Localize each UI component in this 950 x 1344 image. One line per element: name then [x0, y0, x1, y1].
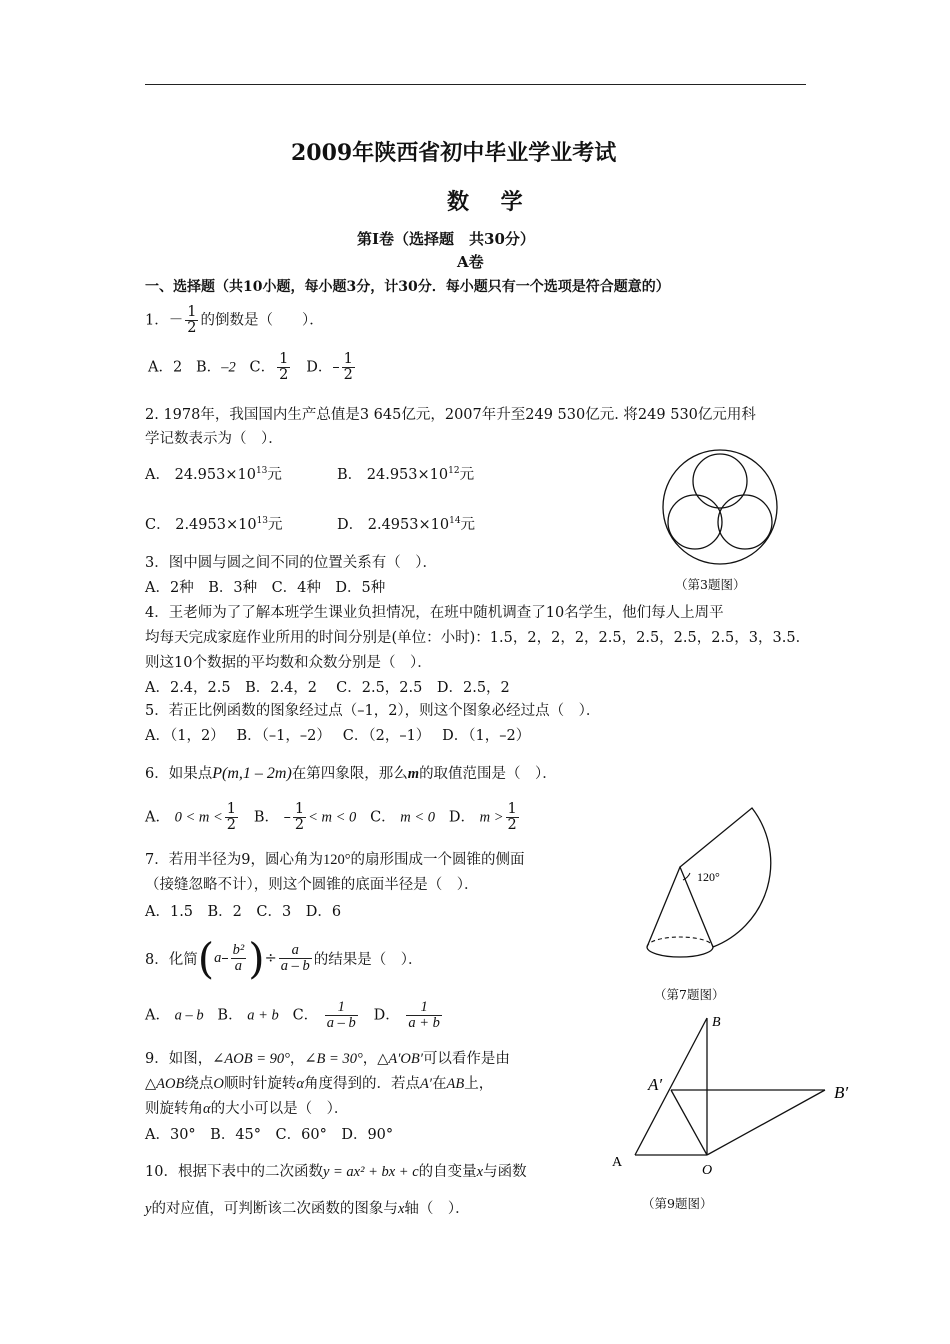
question-10-line1: 10．根据下表中的二次函数y = ax² + bx + c的自变量x与函数 — [145, 1164, 527, 1180]
figure-9-label-o: O — [702, 1163, 713, 1178]
question-3: 3．图中圆与圆之间不同的位置关系有（ ）． — [145, 555, 437, 571]
question-1: 1．－ $\frac{1}{2}$ 的倒数是（ ）． — [145, 304, 324, 337]
question-9-options: A．30° B．45° C．60° D．90° — [145, 1127, 394, 1143]
question-4-line3: 则这10个数据的平均数和众数分别是（ ）． — [145, 655, 432, 671]
question-2-option-b: B． $24.953\times 10^{12}$元 — [337, 466, 475, 483]
question-9-line2: △AOB绕点O顺时针旋转α角度得到的．若点A′在AB上， — [145, 1076, 494, 1092]
question-7-options: A．1.5 B．2 C．3 D．6 — [145, 904, 342, 920]
figure-7-cone-sector — [640, 805, 790, 975]
figure-3-circles — [650, 445, 790, 570]
figure-9-caption: （第9题图） — [642, 1196, 713, 1211]
question-9-line1: 9．如图，∠AOB = 90°，∠B = 30°，△A′OB′可以看作是由 — [145, 1051, 510, 1067]
question-2-option-d: D． $2.4953\times 10^{14}$元 — [337, 516, 476, 533]
question-5: 5．若正比例函数的图象经过点（–1，2），则这个图象必经过点（ ）． — [145, 703, 601, 719]
figure-7-angle-label: 120° — [697, 870, 720, 884]
header-rule — [145, 84, 806, 85]
figure-7-caption: （第7题图） — [654, 987, 725, 1002]
question-6: 6．如果点P(m,1 – 2m)在第四象限，那么m的取值范围是（ ）． — [145, 765, 557, 782]
question-3-options: A．2种 B．3种 C．4种 D．5种 — [145, 580, 386, 596]
figure-3-caption: （第3题图） — [675, 577, 746, 592]
question-9-line3: 则旋转角α的大小可以是（ ）． — [145, 1101, 349, 1117]
question-1-options: A．2 B．–2 C． $\frac{1}{2}$ D．– $\frac{1}{2}$ — [148, 351, 353, 384]
question-2-option-a: A． $24.953\times 10^{13}$元 — [145, 466, 282, 483]
question-2-option-c: C． $2.4953\times 10^{13}$元 — [145, 516, 283, 533]
question-8-options: A． a – b B． a + b C． $\frac{1}{a - b}$ D． $\frac{1}{a + b}$ — [145, 999, 440, 1032]
section-heading: 一、选择题（共10小题，每小题3分，计30分．每小题只有一个选项是符合题意的） — [145, 279, 670, 295]
subject-title: 数 学 — [447, 189, 535, 215]
question-4-line2: 均每天完成家庭作业所用的时间分别是(单位：小时)：1.5，2，2，2，2.5，2.5，2.5，2.5，3，3.5． — [145, 630, 811, 646]
question-2-line1: 2. 1978年，我国国内生产总值是3 645亿元，2007年升至249 530亿元. 将249 530亿元用科 — [145, 407, 756, 423]
figure-9-label-b1: B′ — [834, 1083, 849, 1102]
figure-9-rotation — [600, 1010, 860, 1185]
question-5-options: A．（1，2） B．（–1，–2） C．（2，–1） D．（1，–2） — [145, 728, 531, 744]
question-10-line2: y的对应值，可判断该二次函数的图象与x轴（ ）． — [145, 1201, 470, 1217]
paper-a-title: A卷 — [457, 253, 484, 271]
question-6-options: A． 0 < m < $\frac{1}{2}$ B． – $\frac{1}{2}$ < m < 0 C． m < 0 D． m > $\frac{1}{2}$ — [145, 801, 517, 834]
question-7-line1: 7．若用半径为9，圆心角为120°的扇形围成一个圆锥的侧面 — [145, 852, 525, 868]
volume-title: 第Ⅰ卷（选择题 共30分） — [357, 230, 535, 248]
exam-title: 2009年陕西省初中毕业学业考试 — [291, 140, 617, 166]
question-4-options: A．2.4，2.5 B．2.4，2 C．2.5，2.5 D．2.5，2 — [145, 680, 510, 696]
figure-9-label-a1: A′ — [648, 1075, 663, 1094]
figure-9-label-b: B — [712, 1015, 721, 1030]
question-2-line2: 学记数表示为（ ）． — [145, 431, 283, 447]
question-8: 8．化简(a– $\frac{\text{b²}}{a}$ )÷ $\frac{a}{a - b}$ 的结果是（ ）． — [145, 934, 423, 983]
question-7-line2: （接缝忽略不计），则这个圆锥的底面半径是（ ）． — [145, 877, 479, 893]
question-4-line1: 4．王老师为了了解本班学生课业负担情况，在班中随机调查了10名学生，他们每人上周平 — [145, 605, 724, 621]
figure-9-label-a: A — [612, 1155, 623, 1170]
